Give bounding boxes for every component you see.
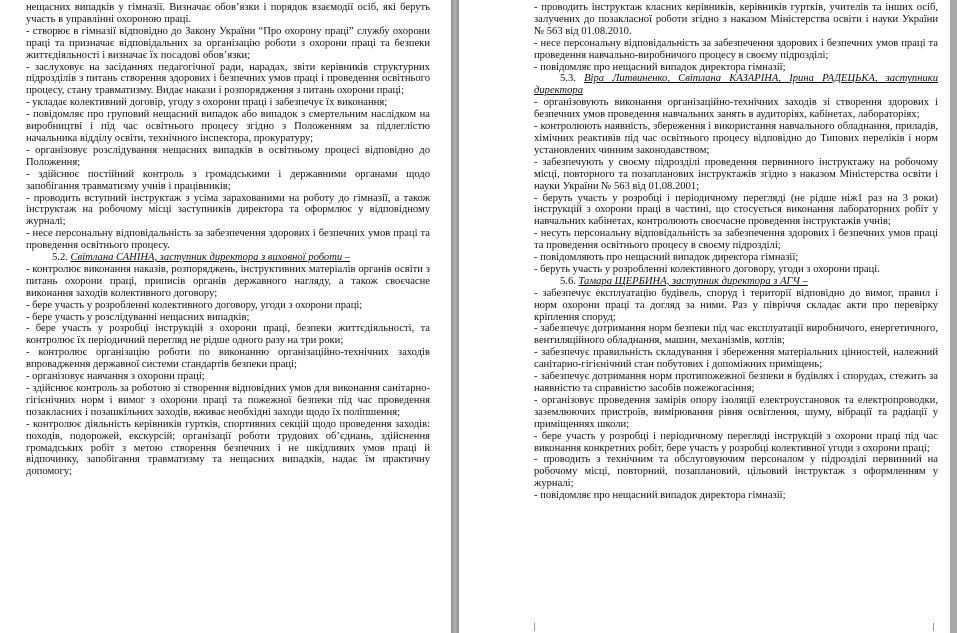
paragraph: нещасних випадків у гімназії. Визначає обов’язки і порядок взаємодії осіб, які беруть участь в управлінні охороною праці. — [26, 2, 430, 25]
paragraph: - заслуховує на засіданнях педагогічної ради, нарадах, звіти керівників структурних підрозділів з питань створення здорових і безпечних умов праці і проведення освітнього процесу, стану травматизму. Видає накази і розпорядження з питань охорони праці; — [26, 61, 430, 97]
window-edge — [950, 0, 957, 633]
paragraph: - здійснює контроль за роботою зі створення відповідних умов для виконання санітарно-гігієнічних норм і вимог з охорони праці та пожежної безпеки під час проведення позакласних і позашкільних заходів, вживає необхідні заходи щодо їх поліпшення; — [26, 383, 430, 418]
section-heading — [534, 276, 938, 288]
paragraph: - проводить інструктаж класних керівників, керівників гуртків, учителів та інших осіб, залучених до позакласної роботи згідно з наказом Міністерства освіти і науки України № 563 від 01.08.2010. — [534, 2, 938, 37]
paragraph: - бере участь у розробленні колективного договору, угоди з охорони праці; — [26, 299, 363, 311]
paragraph: - несе персональну відповідальність за забезпечення здорових і безпечних умов праці та проведення навчально-виробничого процесу в своєму підрозділі; — [534, 37, 938, 61]
document-page-left — [0, 0, 451, 633]
paragraph: - забезпечує правильність складування і збереження матеріальних цінностей, належний санітарно-гігієнічний стан побутових і допоміжних приміщень; — [534, 347, 938, 371]
section-number: 5.2. — [52, 252, 68, 264]
paragraph: - повідомляє про нещасний випадок директора гімназії; — [534, 490, 786, 502]
paragraph: - несуть персональну відповідальність за забезпечення здорових і безпечних умов праці та проведення освітнього процесу в своєму підрозділі; — [534, 228, 938, 252]
section-heading — [534, 73, 938, 97]
paragraph: - беруть участь у розробленні колективного договору, угоди з охорони праці. — [534, 263, 880, 275]
paragraph: - проводить з технічним та обслуговуючим персоналом у підрозділі первинний на робочому місці, повторний, позаплановий, цільовий інструктаж з оформленням у журналі; — [534, 454, 938, 490]
section-title: Тамара ЩЕРБИНА, заступник директора з АГЧ – — [578, 275, 808, 287]
section-number: 5.6. — [560, 275, 576, 287]
paragraph: - несе персональну відповідальність за забезпечення здорових і безпечних умов праці та проведення освітнього процесу. — [26, 228, 430, 252]
paragraph: - проводить вступний інструктаж з усіма зарахованими на роботу до гімназії, а також інструктаж на робочому місці заступників директора та оформлює у відповідному журналі; — [26, 192, 430, 228]
paragraph: - повідомляє про груповий нещасний випадок або випадок з смертельним наслідком на виробництві і під час освітнього процесу згідно з Положенням за підлеглістю начальника відділу освіти, технічного інспектора, прокуратуру; — [26, 109, 430, 144]
section-heading — [26, 252, 430, 264]
page-text-left — [26, 2, 430, 478]
paragraph: - бере участь у розробці і періодичному перегляді інструкцій з охорони праці під час виконання конкретних робіт, бере участь у розробці колективної угоди з охорони праці; — [534, 430, 938, 454]
paragraph: - створює в гімназії відповідно до Закону України “Про охорону праці” службу охорони праці та призначає відповідальних за організацію роботи з охорони праці та безпеки життєдіяльності і визначає їх посадові обов’язки; — [26, 25, 430, 61]
document-page-right — [459, 0, 950, 633]
paragraph: - здійснює постійний контроль з громадськими і державними органами щодо запобігання травматизму учнів і працівників; — [26, 168, 430, 192]
paragraph: - бере участь у розслідуванні нещасних випадків; — [26, 311, 250, 323]
section-title: Світлана САНІНА, заступник директора з виховної роботи – — [70, 252, 351, 264]
page-text-right — [534, 2, 938, 502]
paragraph: - контролює виконання наказів, розпоряджень, інструктивних матеріалів органів освіти з питань охорони праці, приписів органів державного нагляду, а також своєчасне виконання заходів колективного договору; — [26, 263, 430, 299]
margin-corner-mark — [526, 623, 535, 631]
paragraph: - організовує розслідування нещасних випадків в освітньому процесі відповідно до Положення; — [26, 144, 430, 168]
paragraph: - контролюють наявність, збереження і використання навчального обладнання, приладів, хімічних реактивів під час освітнього процесу відповідно до Типових переліків і норм установлених чинним законодавством; — [534, 121, 938, 156]
paragraph: - забезпечують у своєму підрозділі проведення первинного інструктажу на робочому місці, повторного та позапланових інструктажів згідно з наказом Міністерства освіти і науки України № 563 від 01.08.2001; — [534, 156, 938, 192]
paragraph: - контролює діяльність керівників гуртків, спортивних секцій щодо проведення заходів: походів, подорожей, екскурсій; організації роботи трудових об’єднань, здійснення громадських робіт з метою створення безпечних і не шкідливих умов праці й відпочинку, запобігання травматизму та нещасних випадків, надає їм практичну допомогу; — [26, 418, 430, 478]
paragraph: - повідомляє про нещасний випадок директора гімназії; — [534, 61, 786, 73]
paragraph: - організовує навчання з охорони праці; — [26, 371, 205, 383]
page-gutter — [451, 0, 459, 633]
paragraph: - забезпечує експлуатацію будівель, споруд і території відповідно до вимог, правил і норм охорони праці та догляд за ними. Раз у півріччя складає акти про перевірку кріплення споруд; — [534, 287, 938, 323]
margin-corner-mark — [933, 623, 942, 631]
paragraph: - укладає колективний договір, угоду з охорони праці і забезпечує їх виконання; — [26, 97, 388, 109]
paragraph: - організовує проведення замірів опору ізоляції електроустановок та електропроводки, заземлюючих пристроїв, вимірювання рівня освітлення, шуму, вібрації та радіації у приміщеннях школи; — [534, 394, 938, 430]
section-number: 5.3. — [560, 73, 576, 85]
paragraph: - бере участь у розробці інструкцій з охорони праці, безпеки життєдіяльності, та контролює їх періодичний перегляд не рідше одного разу на три роки; — [26, 323, 430, 347]
section-title: Віра Литвиненко, Світлана КАЗАРІНА, Ірина РАДЕЦЬКА, заступники директора — [534, 73, 938, 97]
paragraph: - забезпечує дотримання норм безпеки під час експлуатації виробничого, енергетичного, вентиляційного обладнання, машин, механізмів, котлів; — [534, 323, 938, 347]
paragraph: - беруть участь у розробці і періодичному перегляді (не рідше ніж1 раз на 3 роки) інструкцій з охорони праці в частині, що стосується виконання лабораторних робіт у навчальних кабінетах, контролюють своєчасне проведення інструктажів учнів; — [534, 192, 938, 228]
paragraph: - організовують виконання організаційно-технічних заходів зі створення здорових і безпечних умов проведення навчальних занять в аудиторіях, кабінетах, лабораторіях; — [534, 97, 938, 121]
paragraph: - контролює організацію роботи по виконанню організаційно-технічних заходів впровадження державної системи стандартів безпеки праці; — [26, 347, 430, 371]
paragraph: - забезпечує дотримання норм протипожежної безпеки в будівлях і спорудах, стежить за наявністю та справністю засобів пожежогасіння; — [534, 371, 938, 394]
paragraph: - повідомляють про нещасний випадок директора гімназії; — [534, 252, 799, 264]
